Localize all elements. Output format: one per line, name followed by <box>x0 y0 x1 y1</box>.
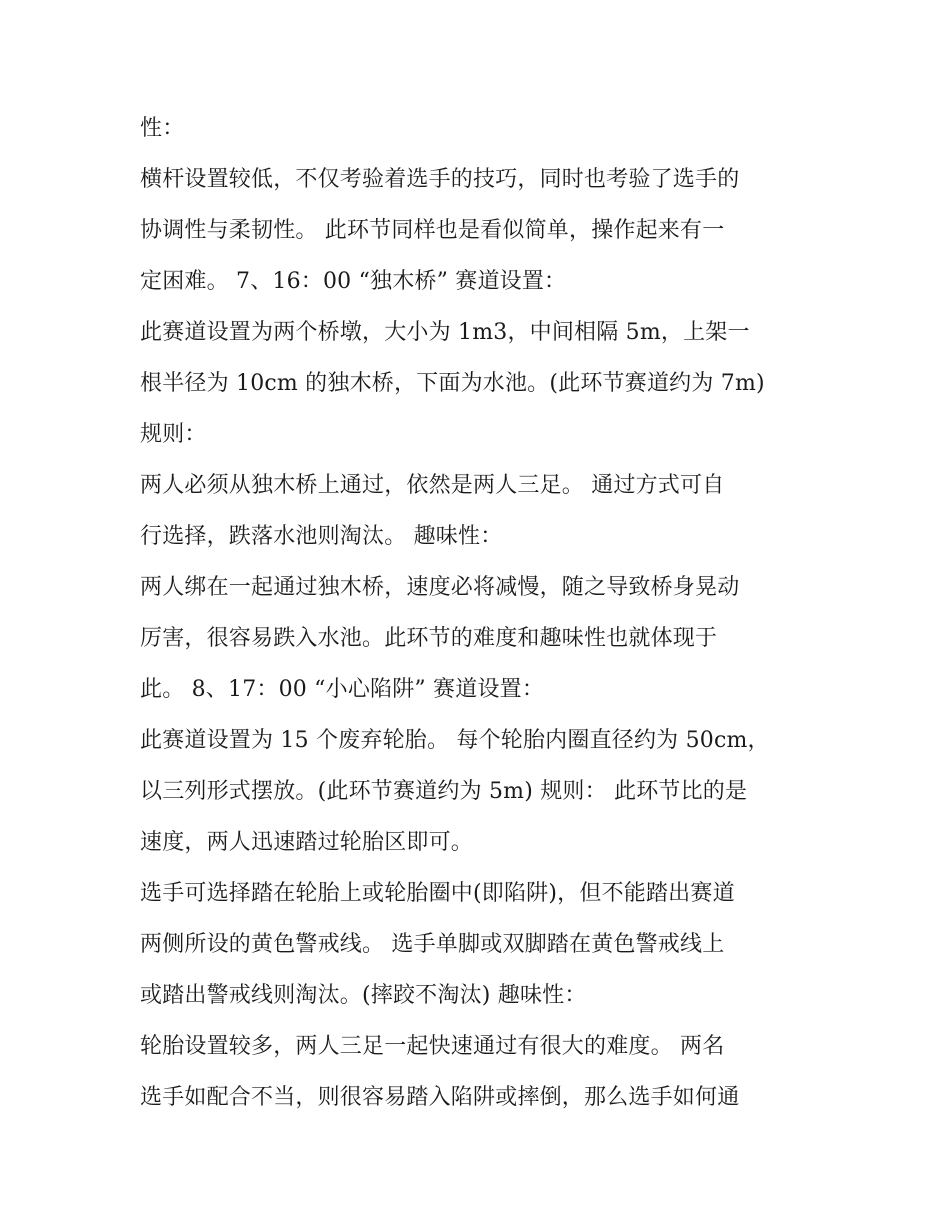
text-line: 性： <box>140 116 185 141</box>
text-line: 速度，两人迅速踏过轮胎区即可。 <box>140 830 474 855</box>
text-line: 规则： <box>140 422 207 447</box>
text-line: 两侧所设的黄色警戒线。 选手单脚或双脚踏在黄色警戒线上 <box>140 932 725 957</box>
text-line: 横杆设置较低，不仅考验着选手的技巧，同时也考验了选手的 <box>140 167 740 192</box>
text-line: 协调性与柔韧性。 此环节同样也是看似简单，操作起来有一 <box>140 218 725 243</box>
text-line: 根半径为 10cm 的独木桥，下面为水池。(此环节赛道约为 7m) <box>140 371 765 396</box>
text-line: 此。 8、17：00 “小心陷阱” 赛道设置： <box>140 677 545 702</box>
text-line: 行选择，跌落水池则淘汰。 趣味性： <box>140 524 503 549</box>
text-line: 厉害，很容易跌入水池。此环节的难度和趣味性也就体现于 <box>140 626 718 651</box>
text-line: 轮胎设置较多，两人三足一起快速通过有很大的难度。 两名 <box>140 1034 725 1059</box>
text-line: 此赛道设置为两个桥墩，大小为 1m3，中间相隔 5m，上架一 <box>140 320 750 345</box>
text-line: 两人必须从独木桥上通过，依然是两人三足。 通过方式可自 <box>140 473 725 498</box>
text-line: 选手可选择踏在轮胎上或轮胎圈中(即陷阱)，但不能踏出赛道 <box>140 881 735 906</box>
text-line: 以三列形式摆放。(此环节赛道约为 5m) 规则： 此环节比的是 <box>140 779 748 804</box>
text-line: 或踏出警戒线则淘汰。(摔跤不淘汰) 趣味性： <box>140 983 587 1008</box>
text-line: 定困难。 7、16：00 “独木桥” 赛道设置： <box>140 269 567 294</box>
text-line: 此赛道设置为 15 个废弃轮胎。 每个轮胎内圈直径约为 50cm， <box>140 728 770 753</box>
text-line: 选手如配合不当，则很容易踏入陷阱或摔倒，那么选手如何通 <box>140 1085 740 1110</box>
text-line: 两人绑在一起通过独木桥，速度必将减慢，随之导致桥身晃动 <box>140 575 740 600</box>
